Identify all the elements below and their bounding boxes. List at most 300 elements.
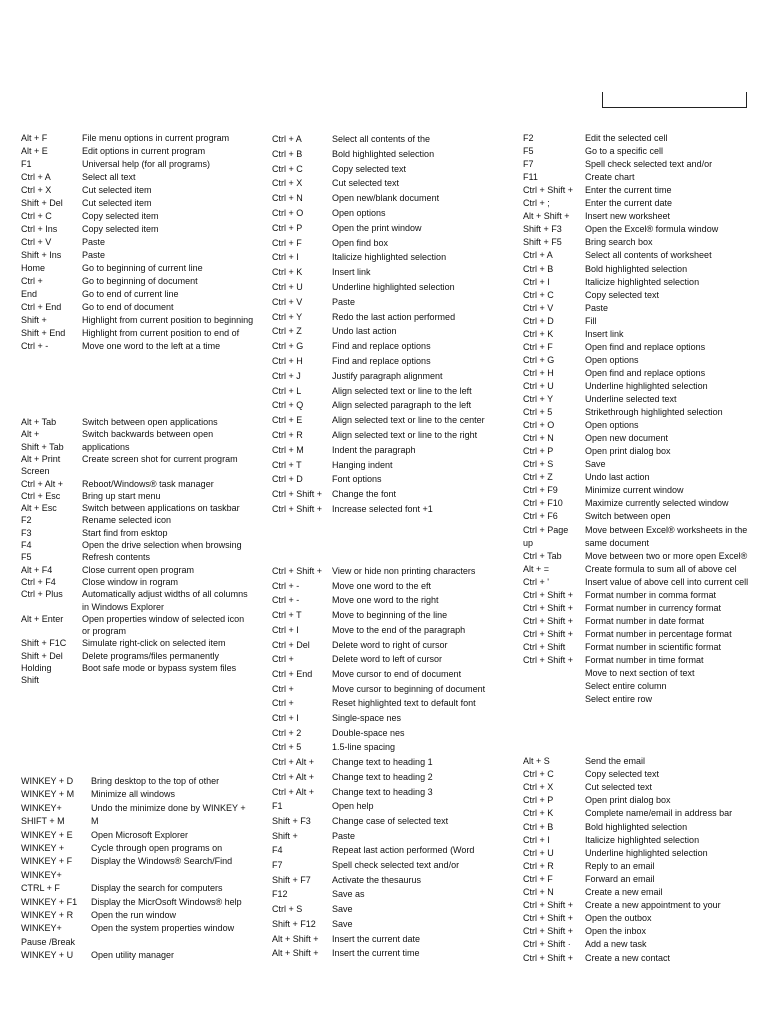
- shortcut-description: Move to beginning of the line: [332, 610, 448, 621]
- shortcut-key: Ctrl + L: [272, 385, 302, 396]
- shortcut-description: Open properties window of selected icon: [82, 613, 245, 624]
- shortcut-description: Format number in date format: [585, 615, 705, 626]
- shortcut-description: Create screen shot for current program: [82, 453, 238, 464]
- shortcut-description: Font options: [332, 474, 382, 485]
- shortcut-key: Alt + Shift +: [272, 933, 319, 944]
- shortcut-key: Ctrl + A: [523, 250, 553, 261]
- shortcut-description: Format number in currency format: [585, 602, 722, 613]
- shortcut-description: Open options: [585, 420, 639, 431]
- shortcut-key: Ctrl + T: [272, 459, 302, 470]
- shortcut-key: Ctrl +: [272, 698, 294, 709]
- shortcut-description: Undo the minimize done by WINKEY +: [91, 802, 246, 813]
- shortcut-description: Enter the current date: [585, 198, 673, 209]
- shortcut-description: Insert the current date: [332, 933, 421, 944]
- shortcut-key: End: [21, 289, 38, 299]
- shortcut-key: Ctrl + Z: [272, 326, 302, 337]
- shortcut-key: Ctrl + V: [523, 302, 554, 313]
- shortcut-key: F5: [523, 146, 534, 157]
- shortcut-description: Align selected paragraph to the left: [332, 400, 472, 411]
- shortcut-key: Ctrl + Shift +: [523, 185, 574, 196]
- shortcut-description: Simulate right-click on selected item: [82, 638, 226, 649]
- shortcut-key: Alt + E: [21, 146, 48, 156]
- shortcut-description: Open options: [585, 354, 639, 365]
- shortcut-description: Format number in time format: [585, 655, 704, 665]
- shortcut-key: Shift +: [272, 830, 298, 841]
- shortcut-description: Justify paragraph alignment: [332, 370, 443, 381]
- shortcut-key: Ctrl + H: [272, 356, 303, 366]
- shortcut-key: Ctrl + Shift +: [523, 900, 574, 911]
- shortcut-key: Ctrl + Shift +: [272, 489, 323, 500]
- shortcut-key: Ctrl + Shift: [523, 641, 566, 652]
- shortcut-description: Format number in comma format: [585, 589, 717, 600]
- shortcut-description: Change text to heading 1: [332, 757, 433, 768]
- shortcut-key: Ctrl + 2: [272, 727, 302, 738]
- shortcut-key: Ctrl + X: [21, 185, 52, 195]
- shortcut-key: Ctrl + S: [523, 459, 554, 470]
- shortcut-description: Select all text: [82, 172, 136, 182]
- shortcut-description: Display the MicrOsoft Windows® help: [91, 896, 242, 907]
- shortcut-description: Open utility manager: [91, 950, 175, 961]
- shortcut-key: Ctrl + Shift +: [272, 504, 323, 514]
- shortcut-key: Home: [21, 263, 46, 273]
- shortcut-description: Insert link: [585, 328, 624, 339]
- shortcut-key: Ctrl + R: [523, 860, 554, 871]
- shortcut-description: Move to the end of the paragraph: [332, 624, 466, 635]
- shortcut-key: WINKEY + F: [21, 856, 73, 867]
- shortcut-description: Close current open program: [82, 564, 195, 575]
- shortcut-description: Italicize highlighted selection: [332, 252, 447, 263]
- shortcut-key: Ctrl + G: [272, 341, 304, 352]
- shortcut-key: Ctrl + V: [21, 237, 52, 247]
- shortcut-description: Go to beginning of current line: [82, 263, 203, 273]
- shortcut-key: Ctrl + F: [272, 237, 302, 248]
- shortcut-key: Ctrl + C: [523, 769, 554, 780]
- shortcut-description: Copy selected text: [585, 769, 660, 780]
- shortcut-description: Find and replace options: [332, 356, 431, 366]
- shortcut-key: WINKEY +: [21, 843, 65, 853]
- shortcut-description: Move between two or more open Excel®: [585, 550, 748, 561]
- shortcut-description: Save: [332, 918, 353, 929]
- shortcut-key: F2: [523, 133, 534, 143]
- shortcut-description: Create a new appointment to your: [585, 900, 721, 911]
- shortcut-key: Ctrl + P: [523, 446, 554, 457]
- shortcut-description: Find and replace options: [332, 341, 431, 352]
- shortcut-key: Ctrl + D: [523, 315, 554, 326]
- shortcut-key: Ctrl + M: [272, 444, 304, 455]
- shortcut-key: Ctrl + Shift +: [523, 615, 574, 626]
- shortcut-description: Change case of selected text: [332, 815, 449, 826]
- shortcut-description: Highlight from current position to beginning: [82, 315, 254, 325]
- shortcut-key: Ctrl + I: [523, 834, 550, 845]
- shortcut-key: Ctrl + ;: [523, 198, 550, 209]
- shortcut-key: Alt + =: [523, 563, 550, 574]
- shortcut-key: Ctrl + C: [272, 163, 303, 174]
- shortcut-key: F2: [21, 515, 32, 526]
- shortcut-description: Cut selected item: [82, 198, 152, 208]
- shortcut-description: Open the drive selection when browsing: [82, 540, 242, 550]
- shortcut-key: Shift + F7: [272, 874, 311, 885]
- shortcut-key: Ctrl + H: [523, 367, 554, 378]
- shortcut-description: Move one word to the left at a time: [82, 341, 221, 351]
- shortcut-description: Copy selected text: [332, 163, 407, 174]
- shortcut-key: Ctrl + Alt +: [272, 757, 315, 768]
- shortcut-key: Shift + Del: [21, 198, 63, 208]
- shortcut-description: Go to beginning of document: [82, 276, 198, 286]
- shortcut-key: Ctrl + -: [272, 595, 300, 606]
- shortcut-key: Ctrl + K: [523, 328, 554, 339]
- shortcut-key: F1: [21, 159, 32, 169]
- shortcut-key: Ctrl + F: [523, 873, 553, 884]
- shortcut-description: Universal help (for all programs): [82, 159, 211, 169]
- shortcut-description: Forward an email: [585, 873, 655, 884]
- shortcut-key: Alt + Shift +: [272, 948, 319, 959]
- shortcut-key: Ctrl + T: [272, 610, 302, 621]
- shortcut-key: Alt + Esc: [21, 503, 57, 514]
- shortcut-description: Bold highlighted selection: [585, 821, 688, 832]
- shortcut-key: Shift + F3: [523, 224, 562, 235]
- shortcut-description: Select all contents of the: [332, 134, 431, 144]
- shortcut-key: Ctrl + U: [523, 847, 554, 858]
- shortcut-key: Ctrl + I: [523, 276, 550, 287]
- shortcut-description: Reset highlighted text to default font: [332, 698, 476, 709]
- shortcut-key: WINKEY + D: [21, 776, 74, 786]
- shortcut-description: Move cursor to end of document: [332, 668, 462, 679]
- shortcut-description: Copy selected item: [82, 211, 159, 221]
- shortcut-key: Ctrl + E: [272, 415, 303, 426]
- shortcut-key: Pause /Break: [21, 936, 76, 947]
- shortcut-key: F3: [21, 527, 32, 538]
- shortcut-key: F5: [21, 552, 32, 563]
- shortcut-key: Ctrl +: [272, 654, 294, 665]
- shortcut-key: WINKEY + F1: [21, 896, 78, 907]
- shortcut-key: up: [523, 537, 534, 548]
- shortcut-key: WINKEY+: [21, 869, 62, 880]
- shortcut-description: Underline highlighted selection: [585, 847, 708, 858]
- shortcut-key: Ctrl + Alt +: [272, 771, 315, 782]
- shortcut-key: Ctrl + N: [523, 433, 554, 444]
- shortcut-description: Underline selected text: [585, 394, 677, 404]
- shortcut-key: Ctrl + K: [523, 808, 554, 819]
- shortcut-description: same document: [585, 537, 650, 548]
- shortcut-description: Double-space nes: [332, 727, 405, 738]
- shortcut-description: in Windows Explorer: [82, 601, 165, 612]
- shortcut-key: Ctrl + Esc: [21, 490, 61, 501]
- shortcut-description: Undo last action: [332, 326, 397, 337]
- shortcut-description: Cycle through open programs on: [91, 843, 223, 853]
- shortcut-key: F7: [523, 159, 534, 170]
- shortcut-description: Delete word to right of cursor: [332, 639, 448, 650]
- shortcut-description: Switch between open applications: [82, 417, 218, 427]
- shortcut-key: Ctrl + U: [272, 282, 303, 292]
- shortcut-key: Ctrl + F6: [523, 511, 558, 522]
- shortcut-description: Open the outbox: [585, 913, 652, 924]
- shortcut-description: Open the print window: [332, 222, 422, 233]
- shortcut-description: Undo last action: [585, 472, 650, 483]
- shortcut-key: Ctrl + Page: [523, 524, 569, 535]
- shortcut-description: Underline highlighted selection: [332, 282, 455, 292]
- shortcut-key: Ctrl + Shift +: [523, 913, 574, 924]
- shortcut-description: Open new/blank document: [332, 193, 440, 204]
- shortcut-key: Alt + F: [21, 133, 48, 143]
- shortcut-description: Enter the current time: [585, 185, 672, 196]
- shortcut-key: Ctrl + O: [523, 420, 555, 431]
- shortcut-key: Shift + F3: [272, 815, 311, 826]
- shortcut-key: Ctrl + ': [523, 576, 549, 587]
- shortcut-key: WINKEY + R: [21, 910, 74, 920]
- shortcut-description: Single-space nes: [332, 713, 402, 723]
- shortcut-key: Ctrl + -: [272, 580, 300, 591]
- shortcut-key: Ctrl + P: [523, 795, 554, 806]
- shortcut-key: Shift + Del: [21, 650, 63, 661]
- shortcut-key: Ctrl + A: [272, 134, 302, 144]
- shortcut-description: Select all contents of worksheet: [585, 250, 712, 261]
- shortcut-description: Bring desktop to the top of other: [91, 776, 220, 786]
- shortcut-key: Shift + Tab: [21, 441, 64, 452]
- shortcut-description: Insert new worksheet: [585, 211, 671, 222]
- shortcut-description: M: [91, 816, 99, 827]
- shortcut-description: Bring search box: [585, 237, 653, 248]
- shortcut-description: Start find from esktop: [82, 527, 168, 538]
- shortcut-key: Ctrl + F10: [523, 498, 563, 509]
- shortcut-description: Send the email: [585, 756, 646, 766]
- shortcut-description: Go to end of document: [82, 302, 174, 312]
- shortcut-description: Align selected text or line to the center: [332, 415, 485, 426]
- shortcut-description: Paste: [332, 830, 356, 841]
- shortcut-description: Move to next section of text: [585, 668, 695, 679]
- shortcut-key: Ctrl + Shift +: [523, 602, 574, 613]
- shortcut-description: Create a new email: [585, 887, 663, 897]
- shortcut-description: Activate the thesaurus: [332, 874, 422, 885]
- shortcut-description: Save as: [332, 889, 365, 900]
- shortcut-description: Open find and replace options: [585, 367, 706, 378]
- shortcut-key: Ctrl + K: [272, 267, 303, 278]
- shortcut-key: Ctrl + A: [21, 172, 51, 182]
- shortcut-key: WINKEY + E: [21, 829, 73, 840]
- shortcut-key: Ctrl + Shift +: [523, 926, 574, 937]
- shortcut-key: F1: [272, 801, 283, 812]
- shortcut-description: Hanging indent: [332, 459, 393, 470]
- shortcut-key: Ctrl + I: [272, 252, 299, 263]
- shortcut-key: Ctrl + V: [272, 296, 303, 307]
- shortcut-key: Ctrl + Shift ·: [523, 939, 571, 950]
- shortcut-description: Highlight from current position to end of: [82, 328, 240, 338]
- shortcut-key: WINKEY + U: [21, 950, 74, 961]
- shortcut-key: Ctrl + P: [272, 222, 303, 233]
- shortcut-description: Cut selected item: [82, 185, 152, 195]
- shortcut-description: Open the run window: [91, 910, 177, 920]
- shortcut-description: Move one word to the eft: [332, 580, 432, 591]
- shortcut-description: Delete word to left of cursor: [332, 654, 443, 665]
- shortcut-description: Maximize currently selected window: [585, 498, 729, 509]
- shortcut-description: Insert the current time: [332, 948, 420, 959]
- shortcut-description: Display the Windows® Search/Find: [91, 856, 233, 867]
- shortcut-description: Save: [585, 459, 606, 470]
- shortcut-description: Paste: [82, 250, 106, 260]
- shortcut-description: Go to end of current line: [82, 289, 179, 299]
- shortcut-description: Cut selected text: [585, 782, 653, 793]
- shortcut-key: Shift + F1C: [21, 638, 67, 649]
- shortcut-key: Ctrl + R: [272, 430, 303, 440]
- shortcut-key: Alt + F4: [21, 564, 53, 575]
- shortcut-description: Select entire column: [585, 681, 667, 692]
- shortcut-description: Save: [332, 904, 353, 915]
- shortcut-description: Minimize all windows: [91, 789, 176, 800]
- shortcut-description: View or hide non printing characters: [332, 566, 476, 576]
- shortcut-description: Change the font: [332, 489, 397, 500]
- shortcut-key: Alt + Print: [21, 453, 61, 464]
- shortcut-key: Ctrl + S: [272, 904, 303, 915]
- shortcut-key: Shift + F12: [272, 918, 316, 929]
- shortcut-description: Move cursor to beginning of document: [332, 683, 486, 694]
- shortcut-key: Ctrl + B: [523, 821, 554, 832]
- shortcut-description: Edit options in current program: [82, 146, 206, 156]
- shortcut-key: Ctrl + F4: [21, 576, 56, 587]
- shortcut-description: Bring up start menu: [82, 490, 161, 501]
- shortcut-key: Ctrl + D: [272, 474, 303, 485]
- shortcut-key: F12: [272, 889, 288, 900]
- shortcut-key: Ctrl + I: [272, 624, 299, 635]
- shortcut-key: Ctrl + X: [523, 782, 554, 793]
- shortcut-key: Ctrl + C: [523, 289, 554, 300]
- shortcut-description: Open print dialog box: [585, 446, 671, 457]
- shortcut-key: F4: [272, 845, 283, 856]
- shortcut-key: Ctrl + -: [21, 341, 49, 351]
- shortcut-description: Open the Excel® formula window: [585, 224, 719, 235]
- shortcut-key: Ctrl + 5: [272, 742, 302, 753]
- shortcut-key: Ctrl + End: [272, 668, 313, 679]
- shortcut-key: Ctrl + Alt +: [272, 786, 315, 797]
- shortcut-description: Copy selected text: [585, 289, 660, 300]
- shortcut-description: Change text to heading 2: [332, 771, 433, 782]
- shortcut-description: Reply to an email: [585, 860, 655, 871]
- shortcut-key: Shift: [21, 675, 40, 686]
- shortcut-key: Shift +: [21, 315, 47, 325]
- shortcut-description: 1.5-line spacing: [332, 742, 396, 753]
- shortcut-description: Move one word to the right: [332, 595, 439, 606]
- shortcut-description: Minimize current window: [585, 485, 684, 496]
- shortcut-description: Cut selected text: [332, 178, 400, 189]
- shortcut-key: Alt + Enter: [21, 613, 64, 624]
- shortcut-description: Open the system properties window: [91, 923, 235, 934]
- shortcut-description: Open help: [332, 801, 374, 812]
- shortcut-description: Switch backwards between open: [82, 429, 214, 440]
- shortcut-key: Ctrl + Shift +: [523, 589, 574, 600]
- shortcut-description: Open Microsoft Explorer: [91, 829, 189, 840]
- shortcut-key: Ctrl +: [21, 276, 43, 286]
- shortcut-description: Reboot/Windows® task manager: [82, 478, 214, 489]
- shortcut-key: Alt + Tab: [21, 417, 57, 427]
- shortcut-key: Ctrl + N: [272, 193, 303, 204]
- shortcut-description: Close window in rogram: [82, 576, 179, 587]
- shortcut-key: Ctrl + B: [272, 148, 303, 159]
- shortcut-key: Alt +: [21, 429, 40, 440]
- shortcut-description: Italicize highlighted selection: [585, 834, 700, 845]
- shortcut-description: Rename selected icon: [82, 515, 172, 526]
- shortcut-description: Open options: [332, 208, 386, 218]
- shortcut-description: applications: [82, 441, 130, 452]
- shortcut-description: Bold highlighted selection: [332, 148, 435, 159]
- shortcut-description: File menu options in current program: [82, 133, 230, 143]
- shortcut-key: Ctrl + 5: [523, 407, 553, 418]
- shortcut-description: Boot safe mode or bypass system files: [82, 663, 237, 673]
- shortcut-key: Ctrl + G: [523, 354, 555, 365]
- shortcut-key: Ctrl + End: [21, 302, 62, 312]
- shortcut-key: WINKEY+: [21, 802, 62, 813]
- shortcut-description: Indent the paragraph: [332, 444, 416, 455]
- shortcut-description: Switch between applications on taskbar: [82, 503, 240, 514]
- shortcut-key: F4: [21, 540, 32, 550]
- shortcut-description: Bold highlighted selection: [585, 263, 688, 274]
- shortcut-description: Change text to heading 3: [332, 786, 433, 797]
- shortcut-description: Redo the last action performed: [332, 311, 456, 322]
- shortcut-description: Open the inbox: [585, 926, 647, 937]
- shortcut-key: Ctrl + F9: [523, 485, 558, 496]
- shortcut-description: Format number in scientific format: [585, 641, 722, 652]
- shortcut-description: Complete name/email in address bar: [585, 808, 733, 819]
- shortcut-key: Ctrl + Y: [272, 311, 303, 322]
- shortcut-description: Spell check selected text and/or: [332, 860, 460, 870]
- shortcut-description: Add a new task: [585, 939, 647, 950]
- shortcut-description: Open find box: [332, 237, 389, 248]
- shortcut-description: Fill: [585, 315, 597, 326]
- shortcut-key: Ctrl + Shift +: [272, 566, 323, 576]
- shortcut-key: Ctrl + I: [272, 713, 299, 723]
- shortcut-key: SHIFT + M: [21, 816, 65, 827]
- shortcut-description: Open find and replace options: [585, 341, 706, 352]
- shortcut-key: Ctrl + Del: [272, 639, 310, 650]
- shortcut-description: Underline highlighted selection: [585, 380, 708, 391]
- shortcut-description: Switch between open: [585, 511, 671, 522]
- shortcut-description: Repeat last action performed (Word: [332, 845, 475, 856]
- shortcut-description: Format number in percentage format: [585, 628, 732, 639]
- shortcut-description: Spell check selected text and/or: [585, 159, 713, 170]
- shortcut-key: F7: [272, 860, 283, 870]
- shortcut-description: Increase selected font +1: [332, 504, 433, 514]
- shortcut-description: Edit the selected cell: [585, 133, 668, 143]
- shortcut-description: Open print dialog box: [585, 795, 671, 806]
- shortcut-key: CTRL + F: [21, 883, 60, 894]
- shortcut-description: or program: [82, 626, 127, 637]
- shortcut-key: Ctrl + Shift +: [523, 628, 574, 639]
- shortcut-key: Ctrl + B: [523, 263, 554, 274]
- header-box: [602, 92, 747, 108]
- shortcut-key: F11: [523, 172, 538, 183]
- shortcut-key: Shift + End: [21, 328, 66, 338]
- shortcut-key: Ctrl + Alt +: [21, 478, 64, 489]
- shortcut-description: Create chart: [585, 172, 635, 183]
- shortcut-description: Display the search for computers: [91, 883, 223, 894]
- shortcut-key: Ctrl + J: [272, 370, 301, 381]
- shortcut-key: Screen: [21, 466, 50, 477]
- shortcut-key: Ctrl + X: [272, 178, 303, 189]
- shortcut-description: Create a new contact: [585, 952, 671, 963]
- shortcut-description: Paste: [82, 237, 106, 247]
- shortcut-key: Ctrl + F: [523, 341, 553, 352]
- shortcut-description: Refresh contents: [82, 552, 151, 563]
- shortcut-key: Ctrl +: [272, 683, 294, 694]
- shortcut-description: Create formula to sum all of above cel: [585, 563, 737, 574]
- shortcut-description: Insert value of above cell into current cell: [585, 576, 749, 587]
- shortcut-key: Ctrl + O: [272, 208, 304, 218]
- shortcut-key: Alt + Shift +: [523, 211, 570, 222]
- shortcut-key: Shift + F5: [523, 237, 562, 248]
- shortcut-key: Ctrl + Shift +: [523, 655, 574, 665]
- shortcut-key: WINKEY+: [21, 923, 62, 934]
- shortcut-description: Align selected text or line to the right: [332, 430, 478, 440]
- shortcut-description: Automatically adjust widths of all columns: [82, 589, 248, 600]
- shortcut-key: Ctrl + Q: [272, 400, 304, 411]
- shortcut-description: Select entire row: [585, 694, 653, 705]
